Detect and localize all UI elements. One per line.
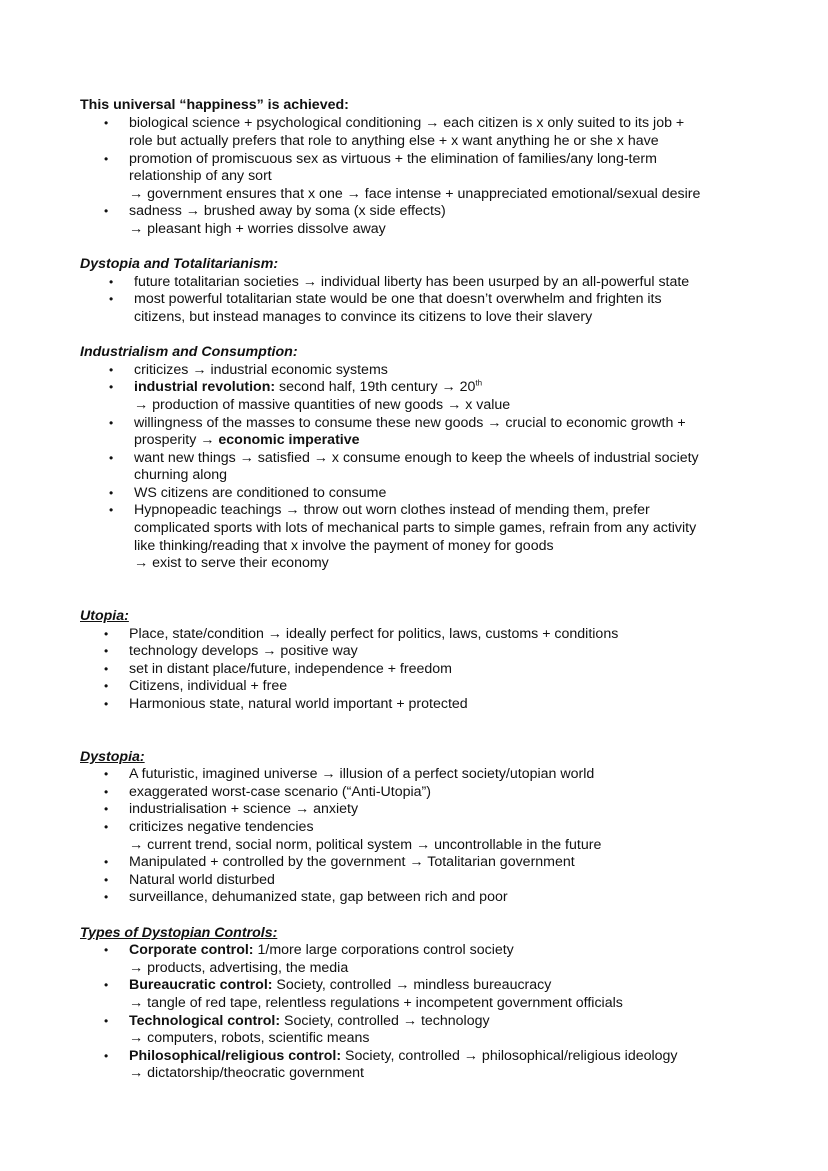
bullet: • — [104, 785, 109, 799]
text-span: 1/more large corporations control society — [253, 942, 514, 958]
section-heading-happiness: This universal “happiness” is achieved: — [80, 97, 349, 113]
bullet: • — [104, 873, 109, 887]
bullet: • — [109, 292, 114, 306]
list-item: set in distant place/future, independence + freedom — [129, 661, 452, 677]
list-item: technology develops → positive way — [129, 643, 358, 659]
bold-term: economic imperative — [218, 432, 360, 448]
text-span: Society, controlled → mindless bureaucracy — [272, 977, 552, 993]
text-span: Society, controlled → technology — [280, 1013, 490, 1029]
bold-term: Technological control: — [129, 1013, 281, 1029]
section-heading-controls: Types of Dystopian Controls: — [80, 925, 278, 941]
text-line: → government ensures that x one → face intense + unappreciated emotional/sexual desire — [129, 186, 701, 202]
text-line: like thinking/reading that x involve the payment of money for goods — [134, 538, 554, 554]
superscript: th — [475, 378, 483, 388]
text-line: WS citizens are conditioned to consume — [134, 485, 387, 501]
bullet: • — [104, 855, 109, 869]
text-line — [129, 1012, 490, 1030]
list-item: Place, state/condition → ideally perfect for politics, laws, customs + conditions — [129, 626, 619, 642]
bullet: • — [104, 890, 109, 904]
bullet: • — [104, 662, 109, 676]
text-line: → pleasant high + worries dissolve away — [129, 221, 386, 237]
text-line: industrialisation + science → anxiety — [129, 801, 359, 817]
bullet: • — [109, 416, 114, 430]
text-line: willingness of the masses to consume these new goods → crucial to economic growth + — [134, 415, 686, 431]
bold-term: industrial revolution: — [134, 379, 276, 395]
text-line: → current trend, social norm, political system → uncontrollable in the future — [129, 837, 602, 853]
bullet: • — [109, 451, 114, 465]
text-line: biological science + psychological conditioning → each citizen is x only suited to its job + — [129, 115, 685, 131]
text-line: surveillance, dehumanized state, gap between rich and poor — [129, 889, 508, 905]
bullet: • — [109, 486, 114, 500]
bullet: • — [104, 1049, 109, 1063]
text-line: criticizes negative tendencies — [129, 819, 314, 835]
bullet: • — [104, 767, 109, 781]
text-line — [129, 1047, 678, 1065]
bullet: • — [104, 204, 109, 218]
section-heading-totalitarianism: Dystopia and Totalitarianism: — [80, 256, 279, 272]
bullet: • — [104, 644, 109, 658]
section-heading-utopia: Utopia: — [80, 608, 129, 624]
section-heading-industrialism: Industrialism and Consumption: — [80, 344, 298, 360]
bold-term: Bureaucratic control: — [129, 977, 273, 993]
text-line: → products, advertising, the media — [129, 960, 349, 976]
bullet: • — [104, 978, 109, 992]
bullet: • — [104, 943, 109, 957]
text-line: relationship of any sort — [129, 168, 272, 184]
text-line: → exist to serve their economy — [134, 555, 329, 571]
list-item: Harmonious state, natural world important + protected — [129, 696, 468, 712]
bullet: • — [104, 1014, 109, 1028]
bullet: • — [104, 679, 109, 693]
text-line: promotion of promiscuous sex as virtuous + the elimination of families/any long-term — [129, 151, 657, 167]
text-line — [134, 431, 360, 449]
text-line: want new things → satisfied → x consume enough to keep the wheels of industrial society — [134, 450, 699, 466]
text-line: sadness → brushed away by soma (x side effects) — [129, 203, 446, 219]
text-line: citizens, but instead manages to convince its citizens to love their slavery — [134, 309, 593, 325]
text-line: criticizes → industrial economic systems — [134, 362, 388, 378]
text-line: churning along — [134, 467, 228, 483]
bullet: • — [104, 116, 109, 130]
text-span: prosperity → — [134, 432, 219, 448]
bold-term: Corporate control: — [129, 942, 254, 958]
text-span: Society, controlled → philosophical/religious ideology — [341, 1048, 678, 1064]
bold-term: Philosophical/religious control: — [129, 1048, 342, 1064]
bullet: • — [109, 363, 114, 377]
bullet: • — [104, 802, 109, 816]
text-line: role but actually prefers that role to anything else + x want anything he or she x have — [129, 133, 659, 149]
text-line: Manipulated + controlled by the government → Totalitarian government — [129, 854, 575, 870]
bullet: • — [104, 697, 109, 711]
text-span: second half, 19th century → 20 — [275, 379, 476, 395]
bullet: • — [104, 152, 109, 166]
text-line — [129, 976, 551, 994]
text-line: A futuristic, imagined universe → illusion of a perfect society/utopian world — [129, 766, 595, 782]
text-line — [129, 941, 514, 959]
list-item: Citizens, individual + free — [129, 678, 288, 694]
text-line: complicated sports with lots of mechanical parts to simple games, refrain from any activity — [134, 520, 697, 536]
text-line: Hypnopeadic teachings → throw out worn clothes instead of mending them, prefer — [134, 502, 650, 518]
bullet: • — [109, 503, 114, 517]
text-line: exaggerated worst-case scenario (“Anti-Utopia”) — [129, 784, 432, 800]
text-line: most powerful totalitarian state would be one that doesn’t overwhelm and frighten its — [134, 291, 662, 307]
section-heading-dystopia: Dystopia: — [80, 749, 145, 765]
text-line: future totalitarian societies → individual liberty has been usurped by an all-powerful state — [134, 274, 690, 290]
bullet: • — [104, 627, 109, 641]
text-line: Natural world disturbed — [129, 872, 275, 888]
bullet: • — [109, 275, 114, 289]
text-line — [134, 378, 482, 396]
text-line: → dictatorship/theocratic government — [129, 1065, 364, 1081]
bullet: • — [104, 820, 109, 834]
bullet: • — [109, 380, 114, 394]
text-line: → tangle of red tape, relentless regulations + incompetent government officials — [129, 995, 623, 1011]
text-line: → production of massive quantities of new goods → x value — [134, 397, 511, 413]
text-line: → computers, robots, scientific means — [129, 1030, 370, 1046]
